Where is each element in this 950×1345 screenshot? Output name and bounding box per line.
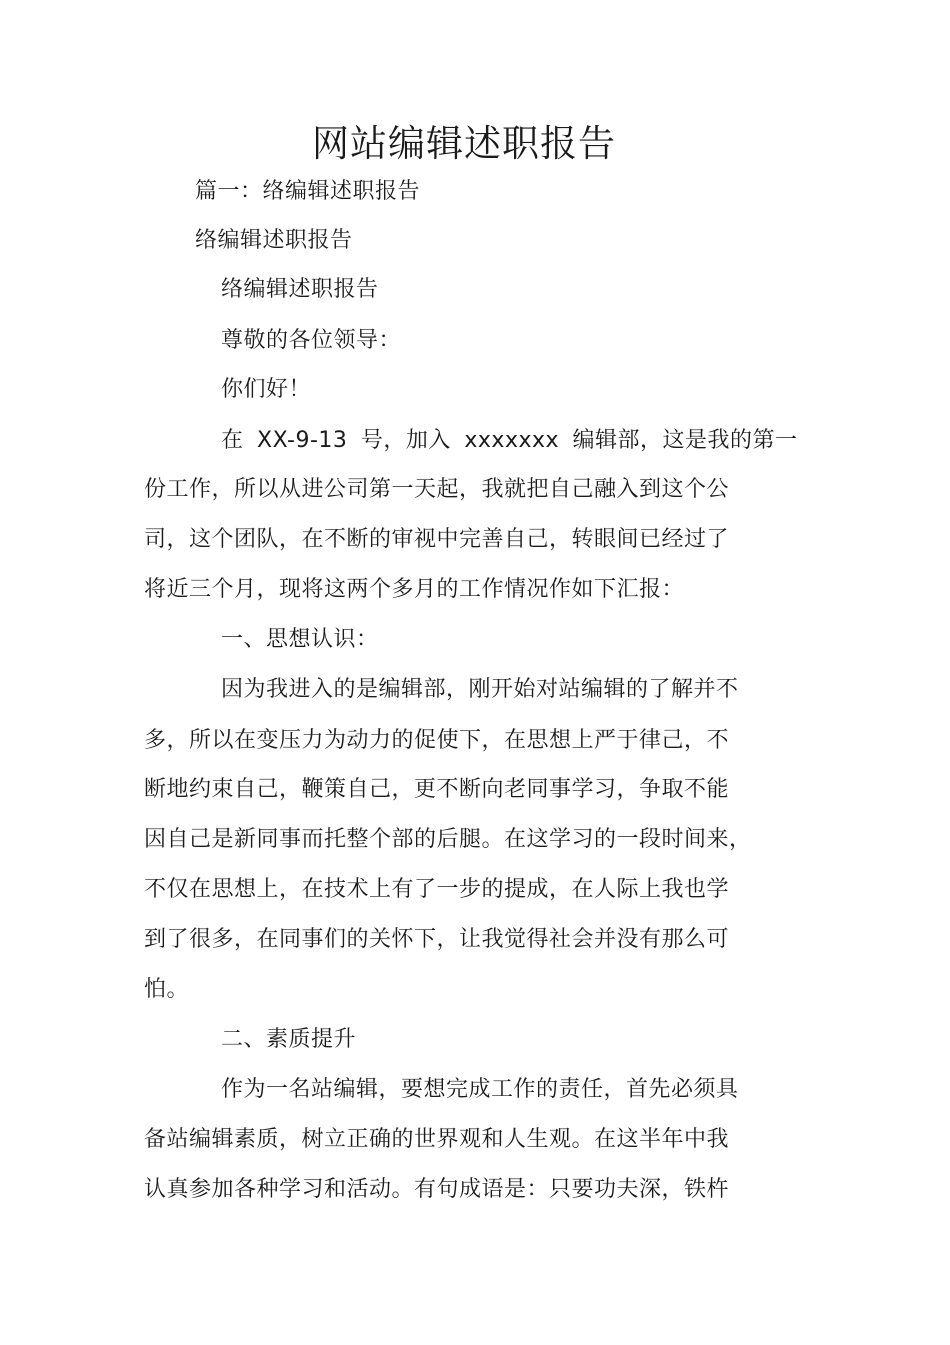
salutation: 尊敬的各位领导： [221, 328, 402, 353]
section-heading-thinking: 一、思想认识： [221, 627, 379, 652]
section-heading-quality: 二、素质提升 [221, 1027, 357, 1052]
greeting: 你们好！ [221, 377, 312, 402]
paragraph-line: 怕。 [144, 977, 190, 1002]
paragraph-line: 份工作，所以从进公司第一天起，我就把自己融入到这个公 [144, 477, 730, 502]
report-heading: 络编辑述职报告 [221, 277, 379, 302]
paragraph-line: 作为一名站编辑，要想完成工作的责任，首先必须具 [221, 1077, 739, 1102]
paragraph-line: 将近三个月，现将这两个多月的工作情况作如下汇报： [144, 577, 685, 602]
paragraph-line: 到了很多，在同事们的关怀下，让我觉得社会并没有那么可 [144, 927, 730, 952]
section-heading-part-one: 篇一：络编辑述职报告 [195, 179, 421, 204]
paragraph-line: 不仅在思想上，在技术上有了一步的提成，在人际上我也学 [144, 877, 730, 902]
paragraph-line: 司，这个团队，在不断的审视中完善自己，转眼间已经过了 [144, 527, 730, 552]
paragraph-line: 在 XX-9-13 号，加入 xxxxxxx 编辑部，这是我的第一 [221, 428, 798, 453]
paragraph-line: 因为我进入的是编辑部，刚开始对站编辑的了解并不 [221, 677, 739, 702]
paragraph-line: 多，所以在变压力为动力的促使下，在思想上严于律己，不 [144, 728, 730, 753]
report-subtitle: 络编辑述职报告 [195, 228, 353, 253]
paragraph-line: 因自己是新同事而托整个部的后腿。在这学习的一段时间来， [144, 827, 752, 852]
paragraph-line: 断地约束自己，鞭策自己，更不断向老同事学习，争取不能 [144, 777, 730, 802]
document-title: 网站编辑述职报告 [312, 122, 616, 165]
paragraph-line: 认真参加各种学习和活动。有句成语是：只要功夫深，铁杵 [144, 1177, 730, 1202]
paragraph-line: 备站编辑素质，树立正确的世界观和人生观。在这半年中我 [144, 1127, 730, 1152]
